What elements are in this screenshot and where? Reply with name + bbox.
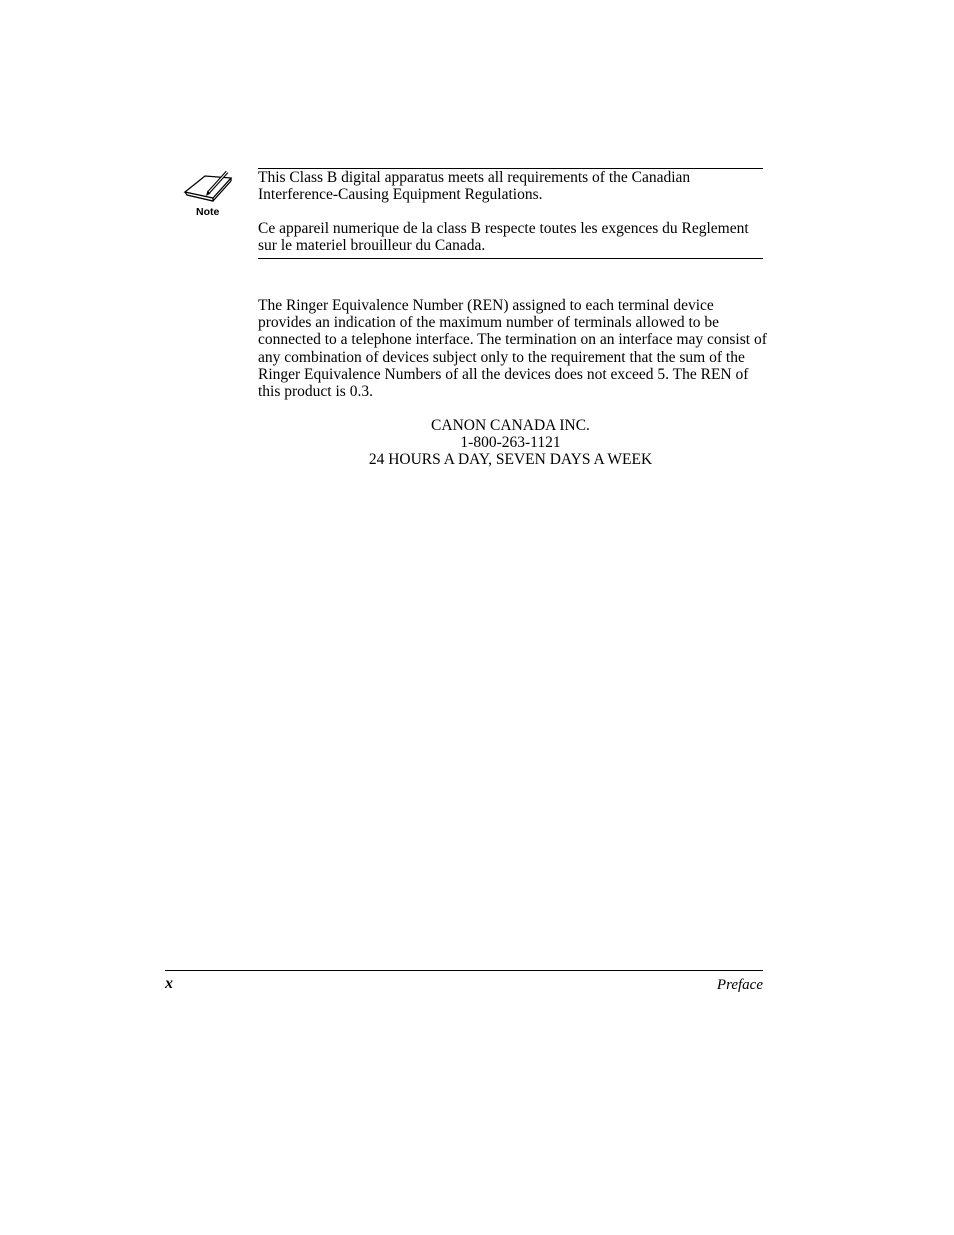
ren-paragraph: The Ringer Equivalence Number (REN) assigned to each terminal device provides an indication of the maximum number of terminals allowed to be connected to a telephone interface. The termination on an interface may consist of any combination of devices subject only to the requirement that the sum of the Ringer Equivalence Numbers of all the devices does not exceed 5. The REN of this product is 0.3.	[258, 297, 767, 401]
footer-section-name: Preface	[716, 977, 763, 993]
page-number: x	[165, 975, 173, 992]
note-label: Note	[196, 206, 220, 218]
contact-hours: 24 HOURS A DAY, SEVEN DAYS A WEEK	[368, 451, 653, 468]
note-paragraph-english: This Class B digital apparatus meets all requirements of the Canadian Interference-Causing Equipment Regulations.	[258, 169, 691, 203]
contact-block	[258, 417, 763, 468]
contact-company: CANON CANADA INC.	[431, 417, 590, 434]
footer-rule	[165, 970, 763, 971]
note-bottom-rule	[258, 258, 763, 259]
note-paragraph-french: Ce appareil numerique de la class B respecte toutes les exgences du Reglement sur le materiel brouilleur du Canada.	[258, 220, 749, 254]
contact-phone: 1-800-263-1121	[460, 434, 561, 451]
